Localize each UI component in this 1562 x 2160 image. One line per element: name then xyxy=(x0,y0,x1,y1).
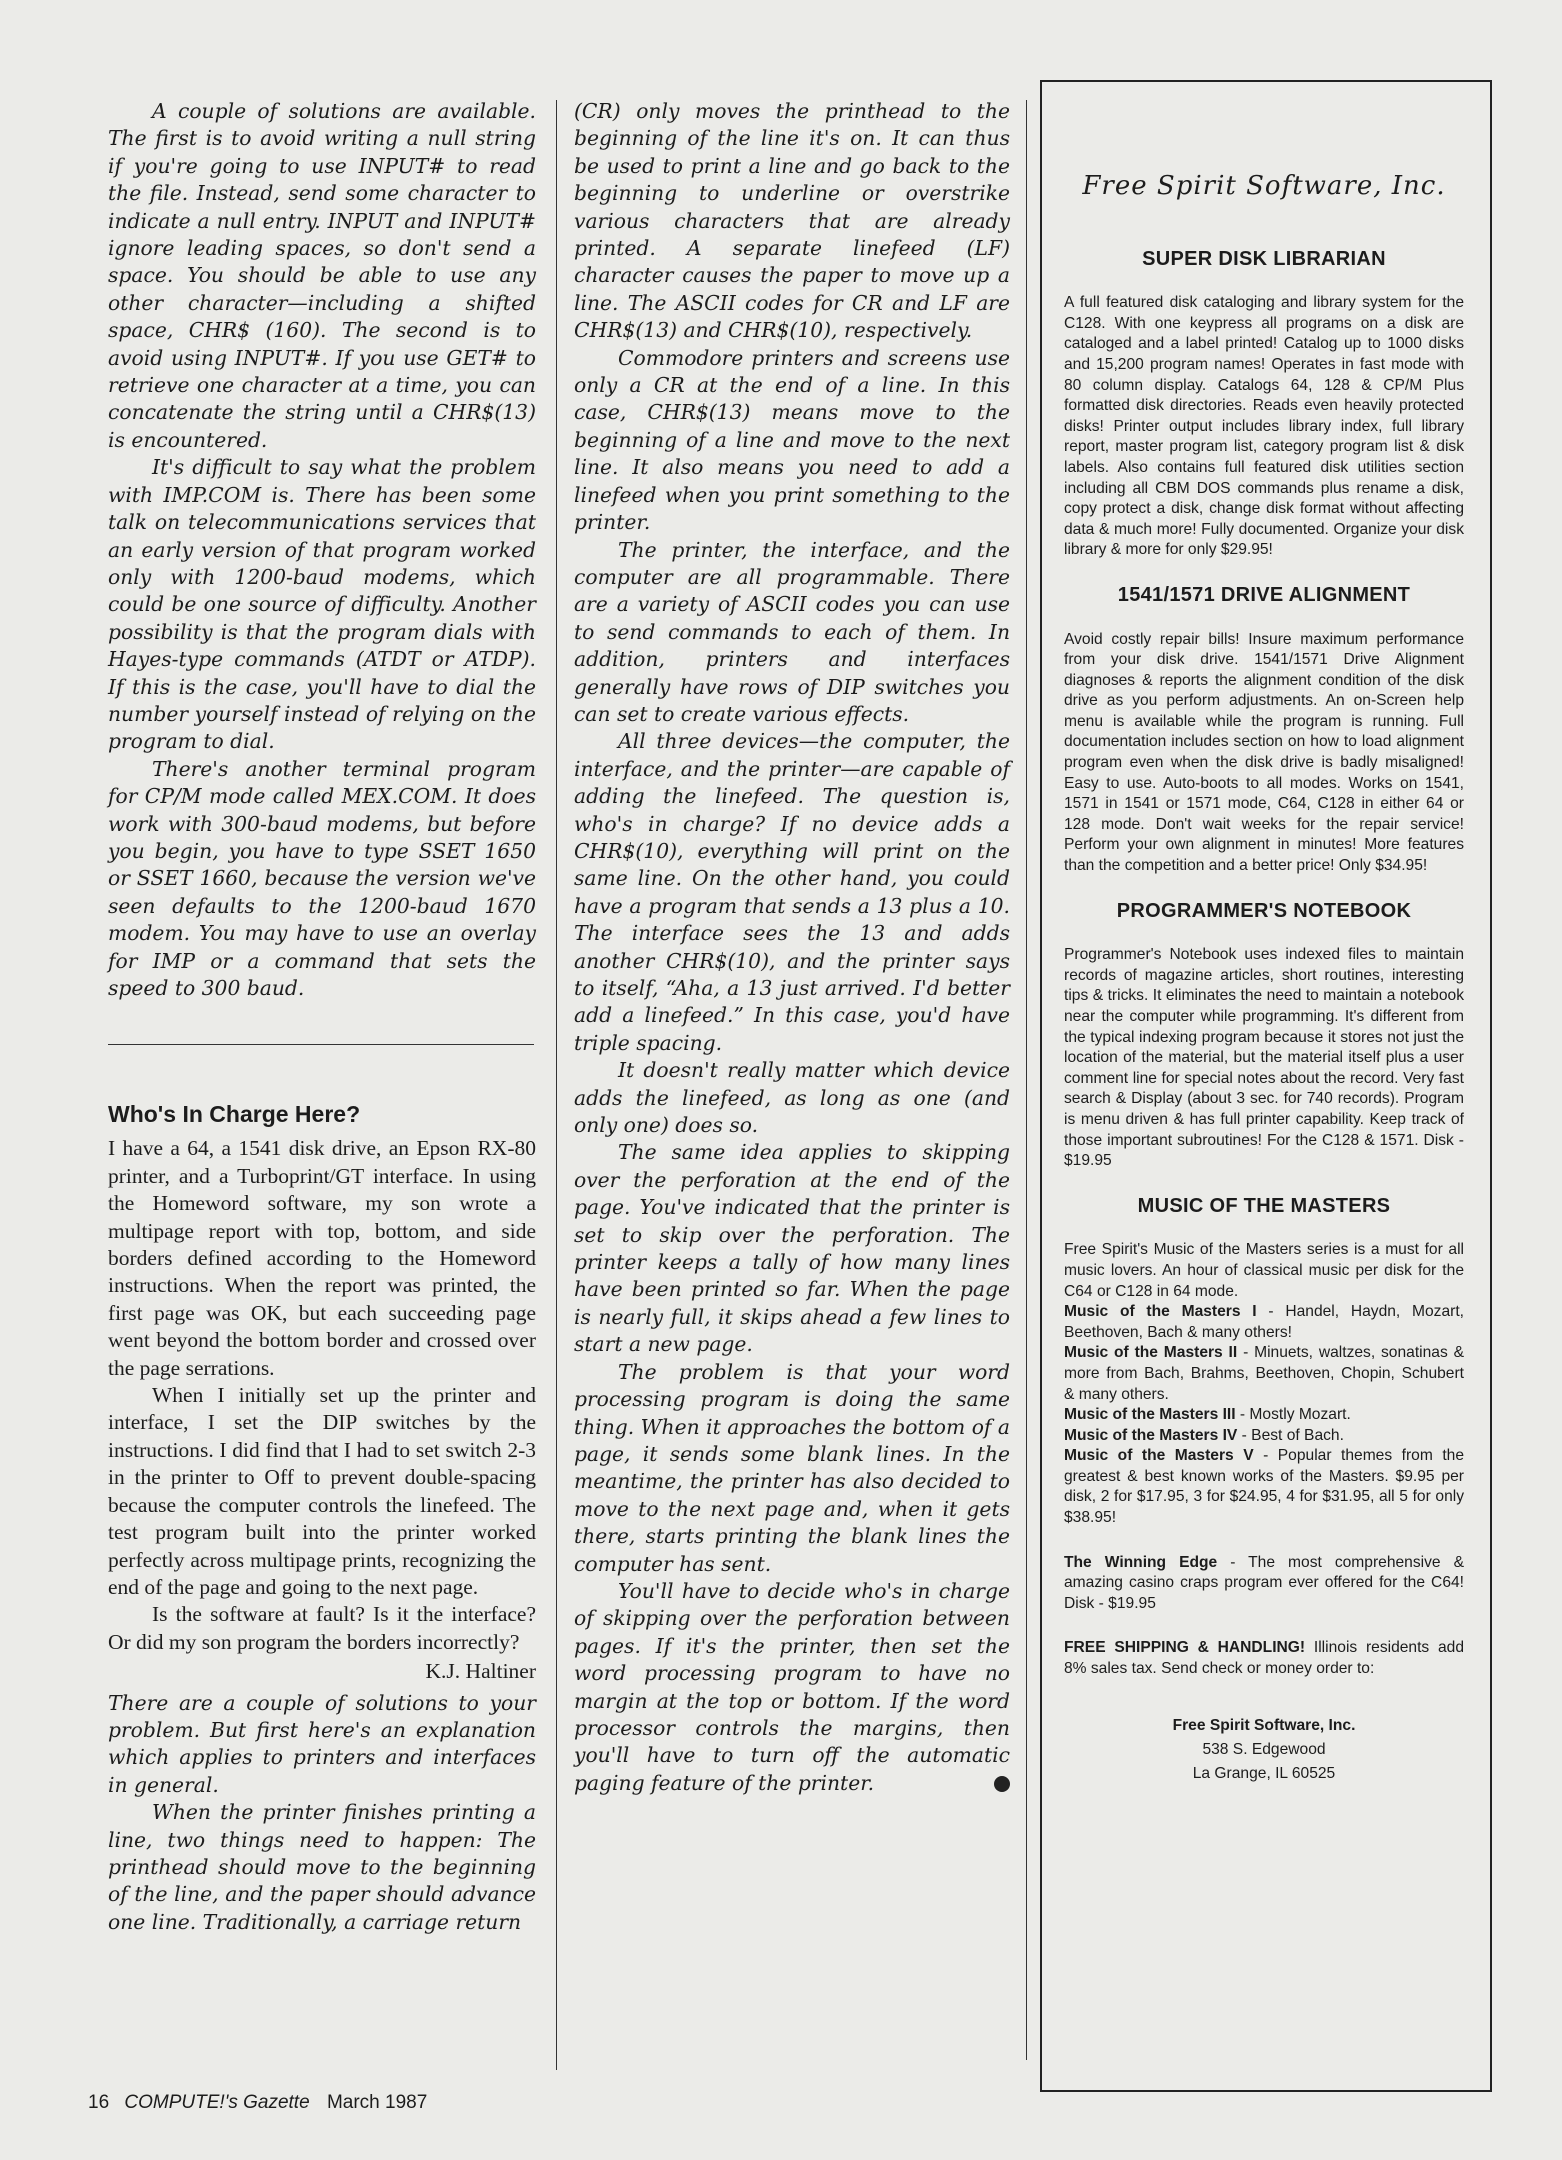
winning-edge-label: The Winning Edge xyxy=(1064,1553,1218,1571)
winning-edge-block xyxy=(1064,1553,1464,1615)
product-title: 1541/1571 DRIVE ALIGNMENT xyxy=(1117,583,1411,606)
winning-edge-text: - The most comprehensive & amazing casino craps program ever offered for the C64! Disk - $19.95 xyxy=(1064,1553,1464,1612)
letter-paragraph: Is the software at fault? Is it the interface? Or did my son program the borders incorrectly? xyxy=(108,1602,536,1654)
answer-paragraph: A couple of solutions are available. The first is to avoid writing a null string if you're going to use INPUT# to read the file. Instead, send some character to indicate a null entry. INPUT and INPUT# ignore leading spaces, so don't send a space. You should be able to use any other character—including a shifted space, CHR$ (160). The second is to avoid using INPUT#. If you use GET# to retrieve one character at a time, you can concatenate the string until a CHR$(13) is encountered. xyxy=(108,99,536,452)
music-volume-label: Music of the Masters III xyxy=(1064,1406,1236,1424)
answer-paragraph: All three devices—the computer, the interface, and the printer—are capable of adding the linefeed. The question is, who's in charge? If no device adds a CHR$(10), everything will print on the same line. On the other hand, you could have a program that sends a 13 plus a 10. The interface sees the 13 and adds another CHR$(10), and the printer says to itself, “Aha, a 13 just arrived. I'd better add a linefeed.” In this case, you'd have triple spacing. xyxy=(574,729,1010,1055)
shipping-block xyxy=(1064,1638,1464,1679)
address-street: 538 S. Edgewood xyxy=(1202,1740,1326,1758)
product-title: PROGRAMMER'S NOTEBOOK xyxy=(1116,899,1412,922)
music-series-block xyxy=(1064,1240,1464,1528)
column-rule xyxy=(1026,100,1027,2060)
page-footer xyxy=(88,2092,427,2114)
letter-paragraph: When I initially set up the printer and interface, I set the DIP switches by the instructions. I did find that I had to set switch 2-3 in the printer to Off to prevent double-spacing because the computer controls the linefeed. The test program built into the printer worked perfectly across multipage prints, recognizing the end of the page and going to the next page. xyxy=(108,1383,536,1599)
music-volume-text: - Best of Bach. xyxy=(1237,1426,1344,1444)
shipping-text: Illinois residents add 8% sales tax. Send check or money order to: xyxy=(1064,1639,1465,1678)
answer-paragraph: When the printer finishes printing a line, two things need to happen: The printhead should move to the beginning of the line, and the paper should advance one line. Traditionally, a carriage return xyxy=(108,1800,536,1934)
music-volume-text: - Popular themes from the greatest & best known works of the Masters. xyxy=(1064,1447,1464,1485)
music-volume-label: Music of the Masters I xyxy=(1064,1303,1257,1321)
product-title: MUSIC OF THE MASTERS xyxy=(1137,1194,1391,1217)
magazine-name: COMPUTE!'s Gazette xyxy=(124,2092,310,2113)
issue-date: March 1987 xyxy=(326,2092,428,2113)
company-logo: Free Spirit Software, Inc. xyxy=(1082,171,1446,201)
letter-paragraph: I have a 64, a 1541 disk drive, an Epson RX-80 printer, and a Turboprint/GT interface. In using the Homeword software, my son wrote a multipage report with top, bottom, and side borders defined according to the Homeword instructions. When the report was printed, the first page was OK, but each succeeding page went beyond the bottom border and crossed over the page serrations. xyxy=(108,1136,536,1380)
advertisement-box xyxy=(1040,80,1492,2092)
music-volume-text: - Minuets, waltzes, sonatinas & more from Bach, Brahms, Beethoven, Chopin, Schubert & many others. xyxy=(1064,1344,1464,1403)
music-volume-label: Music of the Masters II xyxy=(1064,1344,1238,1362)
music-volume-label: Music of the Masters V xyxy=(1064,1447,1254,1465)
page-number: 16 xyxy=(88,2092,110,2113)
music-intro: Free Spirit's Music of the Masters series is a must for all music lovers. An hour of classical music per disk for the C64 or C128 in 64 mode. xyxy=(1064,1241,1464,1300)
product-description: Avoid costly repair bills! Insure maximum performance from your disk drive. 1541/1571 Drive Alignment diagnoses & reports the alignment condition of the disk drive as you perform adjustments. An on-Screen help menu is available while the program is running. Full documentation includes section on how to load alignment program even when the disk drive is badly misaligned! Easy to use. Auto-boots to all modes. Works on 1541, 1571 in 1541 or 1571 mode, C64, C128 in either 64 or 128 mode. Don't wait weeks for the repair service! Perform your own alignment in minutes! More features than the competition and a better price! Only $34.95! xyxy=(1064,630,1464,875)
music-volume-label: Music of the Masters IV xyxy=(1064,1426,1238,1444)
mailing-address xyxy=(1064,1714,1464,1786)
product-title: SUPER DISK LIBRARIAN xyxy=(1142,247,1386,270)
answer-paragraph: It doesn't really matter which device adds the linefeed, as long as one (and only one) does so. xyxy=(574,1058,1010,1138)
product-description: A full featured disk cataloging and library system for the C128. With one keypress all programs on a disk are cataloged and a label printed! Catalog up to 1000 disks and 15,200 program names! Operates in fast mode with 80 column display. Catalogs 64, 128 & CP/M Plus formatted disk directories. Reads even heavily protected disks! Printer output includes library index, full library report, master program list, category program list & disk labels. Also contains full featured disk utilities section including all CBM DOS commands plus rename a disk, copy protect a disk, change disk format without affecting data & much more! Fully documented. Organize your disk library & more for only $29.95! xyxy=(1064,294,1464,559)
column-2 xyxy=(574,98,1010,1797)
answer-paragraph: The printer, the interface, and the computer are all programmable. There are a variety of ASCII codes you can use to send commands to each of them. In addition, printers and interfaces generally have rows of DIP switches you can set to create various effects. xyxy=(574,537,1010,726)
answer-paragraph: The problem is that your word processing program is doing the same thing. When it approaches the bottom of a page, it sends some blank lines. In the meantime, the printer has also decided to move to the next page and, when it gets there, starts printing the blank lines the computer has sent. xyxy=(574,1359,1010,1576)
answer-paragraph: Commodore printers and screens use only a CR at the end of a line. In this case, CHR$(13) means move to the beginning of a line and move to the next line. It also means you need to add a linefeed when you print something to the printer. xyxy=(574,345,1010,535)
address-company: Free Spirit Software, Inc. xyxy=(1172,1716,1356,1734)
column-1 xyxy=(108,98,536,1936)
end-mark-icon xyxy=(994,1776,1010,1792)
address-city: La Grange, IL 60525 xyxy=(1192,1764,1336,1782)
answer-paragraph: There's another terminal program for CP/M mode called MEX.COM. It does work with 300-baud modems, but before you begin, you have to type SSET 1650 or SSET 1660, because the version we've seen defaults to the 1200-baud 1670 modem. You may have to use an overlay for IMP or a command that sets the speed to 300 baud. xyxy=(108,756,536,1000)
product-description: Programmer's Notebook uses indexed files to maintain records of magazine articles, short routines, interesting tips & tricks. It eliminates the need to maintain a notebook near the computer while programming. It's different from the typical indexing program because it stores not just the location of the material, but the material itself plus a user comment line for special notes about the record. Very fast search & Display (about 3 sec. for 740 records). Program is menu driven & has full printer capability. Keep track of those important subroutines! For the C128 & 1571. Disk - $19.95 xyxy=(1064,946,1464,1170)
shipping-label: FREE SHIPPING & HANDLING! xyxy=(1064,1639,1306,1657)
answer-paragraph-last xyxy=(574,1578,1010,1797)
letter-heading: Who's In Charge Here? xyxy=(108,1101,361,1128)
music-volume-text: - Mostly Mozart. xyxy=(1235,1406,1351,1424)
music-prices: $9.95 per disk, 2 for $17.95, 3 for $24.95, 4 for $31.95, all 5 for only $38.95! xyxy=(1064,1467,1464,1527)
answer-paragraph: (CR) only moves the printhead to the beginning of the line it's on. It can thus be used to print a line and go back to the beginning to underline or overstrike various characters that are already printed. A separate linefeed (LF) character causes the paper to move up a line. The ASCII codes for CR and LF are CHR$(13) and CHR$(10), respectively. xyxy=(574,99,1010,343)
answer-paragraph: There are a couple of solutions to your problem. But first here's an explanation which applies to printers and interfaces in general. xyxy=(108,1690,536,1797)
answer-paragraph: The same idea applies to skipping over the perforation at the end of the page. You've indicated that the printer is set to skip over the perforation. The printer keeps a tally of how many lines have been printed so far. When the page is nearly full, it skips ahead a few lines to start a new page. xyxy=(574,1140,1010,1357)
answer-text: You'll have to decide who's in charge of skipping over the perforation between pages. If it's the printer, then set the word processing program to have no margin at the top or bottom. If the word processor controls the margins, then you'll have to turn off the automatic paging feature of the printer. xyxy=(574,1578,1010,1795)
music-volume-text: - Handel, Haydn, Mozart, Beethoven, Bach & many others! xyxy=(1064,1303,1465,1341)
answer-paragraph: It's difficult to say what the problem with IMP.COM is. There has been some talk on telecommunications services that an early version of that program worked only with 1200-baud modems, which could be one source of difficulty. Another possibility is that the program dials with Hayes-type commands (ATDT or ATDP). If this is the case, you'll have to dial the number yourself instead of relying on the program to dial. xyxy=(108,455,536,754)
section-divider xyxy=(108,1044,534,1045)
column-rule xyxy=(556,100,557,2070)
letter-signature: K.J. Haltiner xyxy=(425,1659,536,1684)
